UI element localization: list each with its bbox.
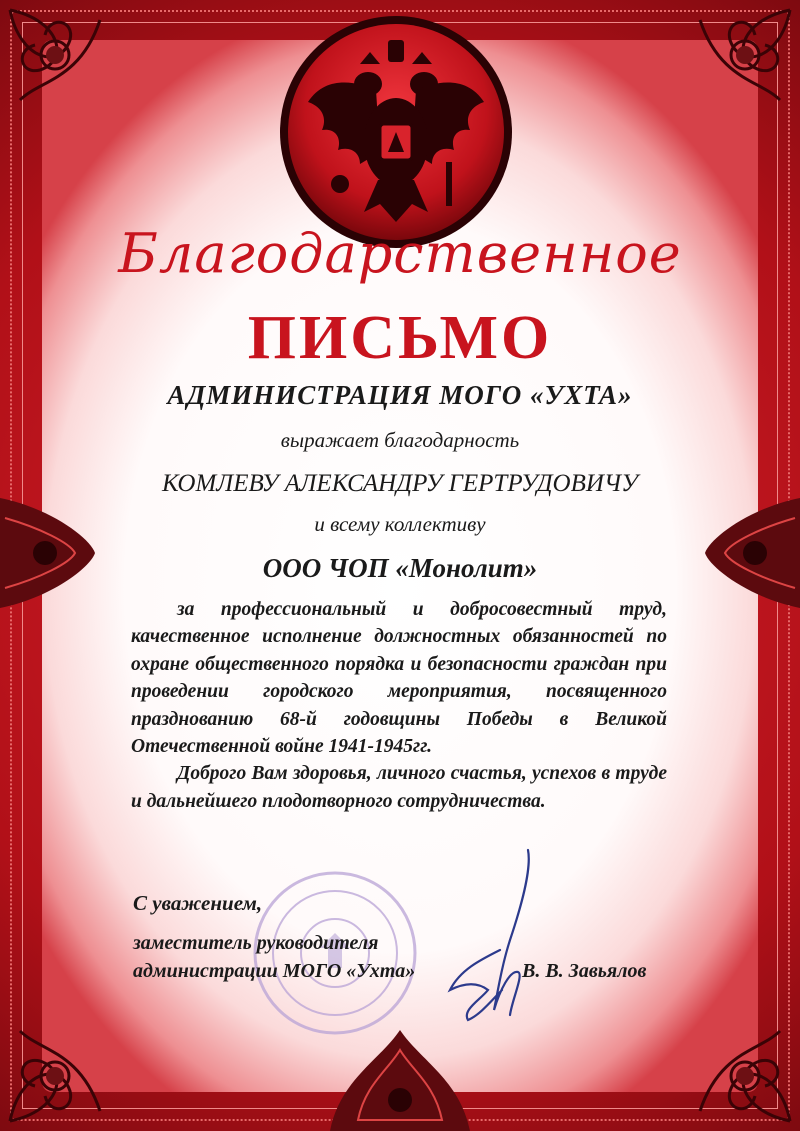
double-headed-eagle-icon	[268, 12, 524, 252]
corner-ornament-bottom-left-icon	[0, 1001, 130, 1131]
body-paragraph-2: Доброго Вам здоровья, личного счастья, успехов в труде и дальнейшего плодотворного сотрудничества.	[131, 763, 667, 812]
signer-name: В. В. Завьялов	[522, 960, 647, 982]
body-text	[131, 596, 667, 815]
regards-text: С уважением,	[133, 891, 263, 915]
corner-ornament-top-right-icon	[670, 0, 800, 130]
administration-heading: АДМИНИСТРАЦИЯ МОГО «УХТА»	[167, 380, 633, 410]
title-script: Благодарственное	[118, 222, 682, 285]
bottom-ornament-icon	[330, 1030, 470, 1131]
signer-position-line-1: заместитель руководителя	[133, 932, 379, 954]
expresses-line: выражает благодарность	[280, 428, 520, 452]
body-paragraph-1: за профессиональный и добросовестный труд, качественное исполнение должностных обязанностей по охране общественного порядка и безопасности граждан при проведении городского мероприятия, посвященного празднованию 68-й годовщины Победы в Великой Отечественной войне 1941-1945гг.	[131, 599, 667, 758]
corner-ornament-bottom-right-icon	[670, 1001, 800, 1131]
organization-name: ООО ЧОП «Монолит»	[262, 553, 538, 583]
collective-line: и всему коллективу	[314, 512, 486, 536]
signer-position-line-2: администрации МОГО «Ухта»	[133, 960, 416, 982]
corner-ornament-top-left-icon	[0, 0, 130, 130]
recipient-name: КОМЛЕВУ АЛЕКСАНДРУ ГЕРТРУДОВИЧУ	[162, 470, 638, 497]
title-main: ПИСЬМО	[247, 304, 553, 372]
handwritten-signature-icon	[440, 840, 560, 1030]
